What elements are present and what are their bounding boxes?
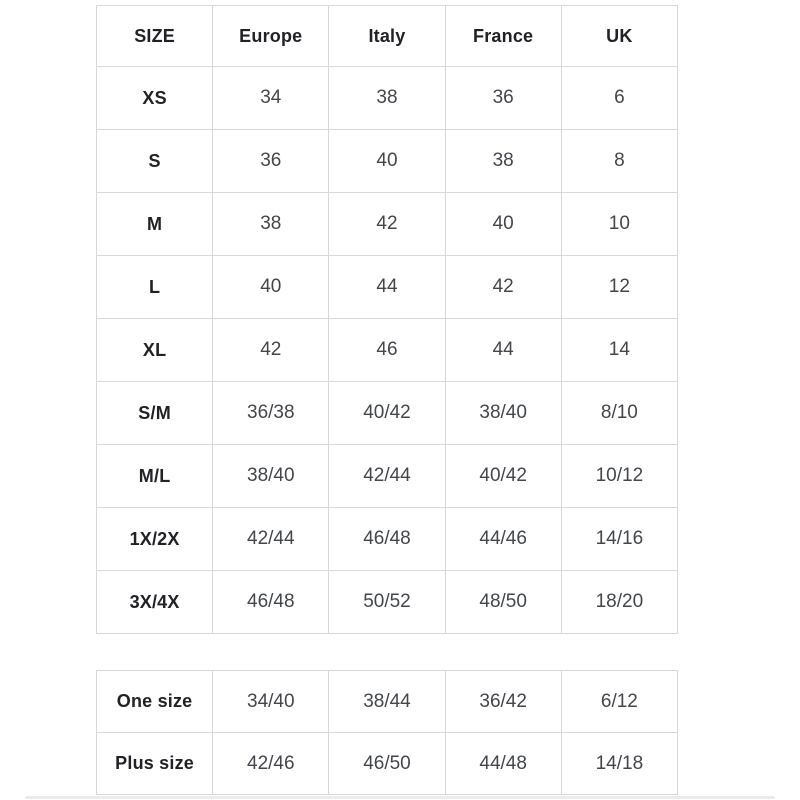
size-label-cell: One size (97, 671, 213, 733)
europe-value-cell: 42/44 (213, 508, 329, 571)
size-label-cell: XL (97, 319, 213, 382)
table-row (97, 319, 678, 382)
size-label-cell: XS (97, 67, 213, 130)
table-row (97, 256, 678, 319)
uk-value-cell: 14 (561, 319, 677, 382)
size-chart-section (96, 5, 678, 795)
europe-value-cell: 46/48 (213, 571, 329, 634)
france-value-cell: 36 (445, 67, 561, 130)
france-value-cell: 38/40 (445, 382, 561, 445)
size-conversion-table-header (97, 6, 678, 67)
table-row (97, 508, 678, 571)
table-row (97, 671, 678, 733)
europe-value-cell: 34 (213, 67, 329, 130)
europe-value-cell: 36 (213, 130, 329, 193)
header-row (97, 6, 678, 67)
france-value-cell: 40/42 (445, 445, 561, 508)
size-label-cell: 3X/4X (97, 571, 213, 634)
italy-value-cell: 38 (329, 67, 445, 130)
france-value-cell: 36/42 (445, 671, 561, 733)
table-row (97, 193, 678, 256)
europe-value-cell: 36/38 (213, 382, 329, 445)
size-conversion-table (96, 5, 678, 634)
europe-value-cell: 38 (213, 193, 329, 256)
france-value-cell: 44 (445, 319, 561, 382)
europe-value-cell: 40 (213, 256, 329, 319)
italy-value-cell: 50/52 (329, 571, 445, 634)
size-label-cell: M/L (97, 445, 213, 508)
uk-value-cell: 12 (561, 256, 677, 319)
column-header-italy: Italy (329, 6, 445, 67)
europe-value-cell: 38/40 (213, 445, 329, 508)
size-label-cell: M (97, 193, 213, 256)
uk-value-cell: 8 (561, 130, 677, 193)
italy-value-cell: 38/44 (329, 671, 445, 733)
size-label-cell: L (97, 256, 213, 319)
table-row (97, 382, 678, 445)
france-value-cell: 44/48 (445, 733, 561, 795)
uk-value-cell: 8/10 (561, 382, 677, 445)
table-row (97, 445, 678, 508)
italy-value-cell: 42 (329, 193, 445, 256)
table-row (97, 130, 678, 193)
europe-value-cell: 42 (213, 319, 329, 382)
italy-value-cell: 46 (329, 319, 445, 382)
partial-bottom-divider (25, 796, 775, 799)
france-value-cell: 38 (445, 130, 561, 193)
uk-value-cell: 18/20 (561, 571, 677, 634)
france-value-cell: 42 (445, 256, 561, 319)
table-row (97, 67, 678, 130)
uk-value-cell: 6 (561, 67, 677, 130)
column-header-france: France (445, 6, 561, 67)
italy-value-cell: 42/44 (329, 445, 445, 508)
special-size-table-body (97, 671, 678, 795)
italy-value-cell: 40/42 (329, 382, 445, 445)
column-header-uk: UK (561, 6, 677, 67)
table-row (97, 571, 678, 634)
size-label-cell: S (97, 130, 213, 193)
europe-value-cell: 42/46 (213, 733, 329, 795)
europe-value-cell: 34/40 (213, 671, 329, 733)
special-size-table (96, 670, 678, 795)
uk-value-cell: 6/12 (561, 671, 677, 733)
size-label-cell: Plus size (97, 733, 213, 795)
uk-value-cell: 14/18 (561, 733, 677, 795)
italy-value-cell: 44 (329, 256, 445, 319)
column-header-europe: Europe (213, 6, 329, 67)
size-label-cell: 1X/2X (97, 508, 213, 571)
size-label-cell: S/M (97, 382, 213, 445)
uk-value-cell: 14/16 (561, 508, 677, 571)
italy-value-cell: 46/50 (329, 733, 445, 795)
france-value-cell: 40 (445, 193, 561, 256)
column-header-size: SIZE (97, 6, 213, 67)
size-conversion-table-body (97, 67, 678, 634)
uk-value-cell: 10/12 (561, 445, 677, 508)
uk-value-cell: 10 (561, 193, 677, 256)
france-value-cell: 44/46 (445, 508, 561, 571)
italy-value-cell: 40 (329, 130, 445, 193)
france-value-cell: 48/50 (445, 571, 561, 634)
italy-value-cell: 46/48 (329, 508, 445, 571)
table-row (97, 733, 678, 795)
